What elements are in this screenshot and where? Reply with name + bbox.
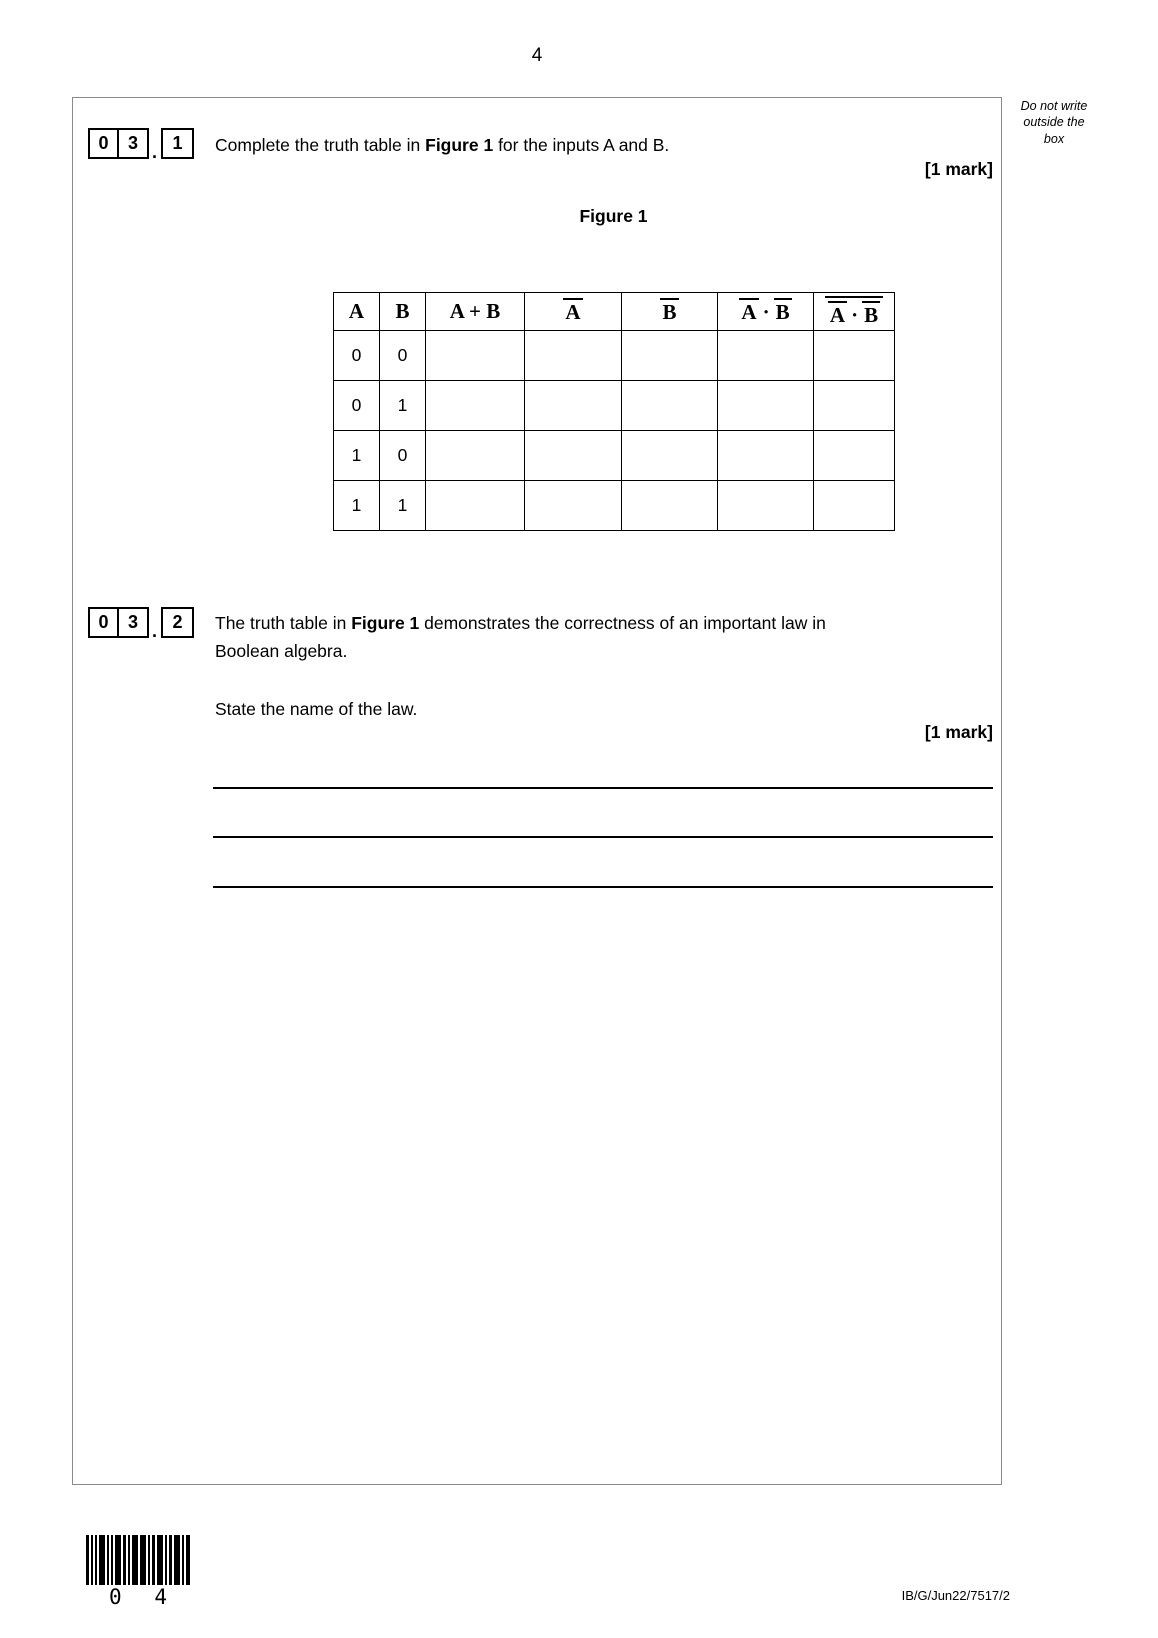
figure-1-title: Figure 1 xyxy=(579,206,648,226)
truth-table-row xyxy=(334,481,895,531)
barcode xyxy=(86,1535,190,1590)
truth-table-header-nota-and-notb: A · B xyxy=(718,293,814,331)
answer-line[interactable] xyxy=(213,836,993,838)
truth-table-answer-cell[interactable] xyxy=(718,331,814,381)
truth-table-row xyxy=(334,431,895,481)
page-number: 4 xyxy=(531,45,543,66)
truth-table-answer-cell[interactable] xyxy=(426,381,525,431)
truth-table-header-not-nota-and-notb: A · B xyxy=(814,293,895,331)
do-not-write-note-line: outside the xyxy=(1023,115,1085,130)
paper-reference: IB/G/Jun22/7517/2 xyxy=(901,1588,1010,1603)
truth-table-input-b: 0 xyxy=(380,331,426,381)
truth-table-answer-cell[interactable] xyxy=(622,481,718,531)
question-number-major: 0 xyxy=(88,128,119,159)
figure-1-reference: Figure 1 xyxy=(425,135,494,155)
question-number-box xyxy=(88,128,149,159)
truth-table-input-a: 0 xyxy=(334,381,380,431)
truth-table-answer-cell[interactable] xyxy=(622,331,718,381)
truth-table-input-a: 1 xyxy=(334,481,380,531)
truth-table-input-a: 1 xyxy=(334,431,380,481)
truth-table-answer-cell[interactable] xyxy=(814,481,895,531)
truth-table-answer-cell[interactable] xyxy=(426,331,525,381)
truth-table-answer-cell[interactable] xyxy=(718,481,814,531)
truth-table-answer-cell[interactable] xyxy=(814,431,895,481)
truth-table-row xyxy=(334,331,895,381)
truth-table-answer-cell[interactable] xyxy=(525,381,622,431)
question-1-marks: [1 mark] xyxy=(924,159,993,179)
truth-table-header-row xyxy=(334,293,895,331)
do-not-write-note-line: box xyxy=(1043,131,1065,146)
question-number-minor: 3 xyxy=(118,607,149,638)
answer-line[interactable] xyxy=(213,886,993,888)
question-number-separator: . xyxy=(152,142,158,162)
truth-table-input-b: 1 xyxy=(380,481,426,531)
truth-table-answer-cell[interactable] xyxy=(814,331,895,381)
truth-table-answer-cell[interactable] xyxy=(525,481,622,531)
truth-table-header-not-b: B xyxy=(622,293,718,331)
truth-table-answer-cell[interactable] xyxy=(718,381,814,431)
truth-table-answer-cell[interactable] xyxy=(525,431,622,481)
truth-table-answer-cell[interactable] xyxy=(426,431,525,481)
answer-line[interactable] xyxy=(213,787,993,789)
truth-table-header-b: B xyxy=(380,293,426,331)
question-number-part: 1 xyxy=(161,128,194,159)
truth-table-header-not-a: A xyxy=(525,293,622,331)
do-not-write-note-line: Do not write xyxy=(1020,99,1088,113)
question-number-03-2 xyxy=(88,607,194,641)
question-2-marks: [1 mark] xyxy=(924,722,993,742)
question-number-separator: . xyxy=(152,621,158,641)
truth-table-answer-cell[interactable] xyxy=(622,431,718,481)
truth-table-row xyxy=(334,381,895,431)
question-1-prompt-text: for the inputs A and B. xyxy=(493,135,670,155)
truth-table-input-a: 0 xyxy=(334,331,380,381)
truth-table-answer-cell[interactable] xyxy=(718,431,814,481)
truth-table-header-a-or-b: A + B xyxy=(426,293,525,331)
truth-table-answer-cell[interactable] xyxy=(814,381,895,431)
question-number-minor: 3 xyxy=(118,128,149,159)
figure-1-reference: Figure 1 xyxy=(351,613,420,633)
question-2-prompt xyxy=(215,609,975,665)
question-number-part: 2 xyxy=(161,607,194,638)
truth-table-input-b: 0 xyxy=(380,431,426,481)
truth-table-input-b: 1 xyxy=(380,381,426,431)
truth-table xyxy=(333,292,895,531)
question-number-major: 0 xyxy=(88,607,119,638)
question-number-03-1 xyxy=(88,128,194,162)
question-1-prompt-text: Complete the truth table in xyxy=(215,135,426,155)
do-not-write-note xyxy=(1006,98,1102,147)
truth-table-header-a: A xyxy=(334,293,380,331)
question-1-prompt xyxy=(215,131,955,159)
truth-table-answer-cell[interactable] xyxy=(426,481,525,531)
truth-table-answer-cell[interactable] xyxy=(622,381,718,431)
barcode-label: 0 4 xyxy=(109,1585,177,1609)
truth-table-answer-cell[interactable] xyxy=(525,331,622,381)
question-2-prompt-text: demonstrates the correctness of an important law in xyxy=(419,613,826,633)
question-2-prompt-text: The truth table in xyxy=(215,613,352,633)
question-2-prompt-text: Boolean algebra. xyxy=(215,641,348,661)
question-2-instruction: State the name of the law. xyxy=(215,699,418,719)
question-number-box xyxy=(88,607,149,638)
